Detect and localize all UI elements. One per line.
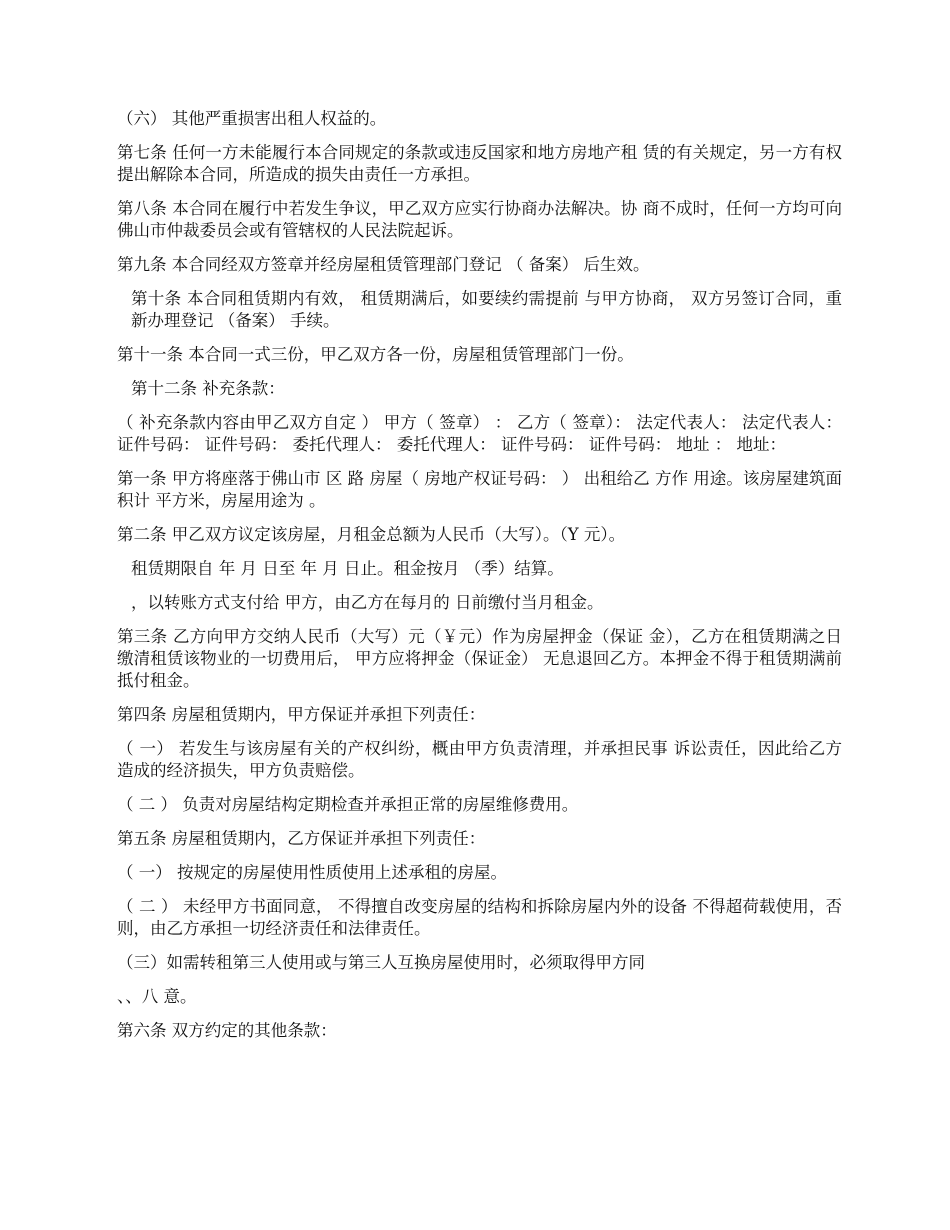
paragraph-article-9: 第九条 本合同经双方签章并经房屋租赁管理部门登记 （ 备案） 后生效。 xyxy=(117,255,650,274)
paragraph-article-2: 第二条 甲乙双方议定该房屋，月租金总额为人民币（大写）。（Y 元）。 xyxy=(117,525,626,544)
paragraph-article-5-item-3-cont: 、、八 意。 xyxy=(117,987,197,1006)
paragraph-article-1: 第一条 甲方将座落于佛山市 区 路 房屋（ 房地产权证号码： ） 出租给乙 方作 用途。该房屋建筑面积计 平方米，房屋用途为 。 xyxy=(117,469,842,510)
paragraph-payment-method: ，以转账方式支付给 甲方，由乙方在每月的 日前缴付当月租金。 xyxy=(131,593,604,612)
paragraph-article-5-item-3: （三）如需转租第三人使用或与第三人互换房屋使用时，必须取得甲方同 xyxy=(117,953,645,972)
paragraph-lease-term: 租赁期限自 年 月 日至 年 月 日止。租金按月 （季）结算。 xyxy=(131,559,564,578)
paragraph-article-8: 第八条 本合同在履行中若发生争议，甲乙双方应实行协商办法解决。协 商不成时，任何一方均可向佛山市仲裁委员会或有管辖权的人民法院起诉。 xyxy=(117,199,842,240)
paragraph-clause-6-item-6: （六） 其他严重损害出租人权益的。 xyxy=(117,109,387,128)
paragraph-article-6: 第六条 双方约定的其他条款： xyxy=(117,1021,337,1040)
paragraph-article-4-item-1: （ 一） 若发生与该房屋有关的产权纠纷，概由甲方负责清理，并承担民事 诉讼责任，因此给乙方造成的经济损失，甲方负责赔偿。 xyxy=(117,739,842,780)
paragraph-article-3: 第三条 乙方向甲方交纳人民币（大写）元（￥元）作为房屋押金（保证 金），乙方在租赁期满之日缴清租赁该物业的一切费用后， 甲方应将押金（保证金） 无息退回乙方。本押金不得于租赁期满前抵付租金。 xyxy=(117,627,842,690)
paragraph-article-4-item-2: （ 二 ） 负责对房屋结构定期检查并承担正常的房屋维修费用。 xyxy=(117,795,579,814)
paragraph-article-5-item-2: （ 二 ） 未经甲方书面同意， 不得擅自改变房屋的结构和拆除房屋内外的设备 不得超荷载使用，否则，由乙方承担一切经济责任和法律责任。 xyxy=(117,897,842,938)
paragraph-article-5: 第五条 房屋租赁期内，乙方保证并承担下列责任： xyxy=(117,829,486,848)
paragraph-article-10: 第十条 本合同租赁期内有效， 租赁期满后，如要续约需提前 与甲方协商， 双方另签订合同，重新办理登记 （备案） 手续。 xyxy=(131,289,842,330)
paragraph-article-5-item-1: （ 一） 按规定的房屋使用性质使用上述承租的房屋。 xyxy=(117,863,507,882)
paragraph-article-7: 第七条 任何一方未能履行本合同规定的条款或违反国家和地方房地产租 赁的有关规定，另一方有权提出解除本合同，所造成的损失由责任一方承担。 xyxy=(117,143,842,184)
paragraph-article-11: 第十一条 本合同一式三份，甲乙双方各一份，房屋租赁管理部门一份。 xyxy=(117,345,634,364)
paragraph-article-4: 第四条 房屋租赁期内，甲方保证并承担下列责任： xyxy=(117,705,486,724)
paragraph-signature-block: （ 补充条款内容由甲乙双方自定 ） 甲方（ 签章） ： 乙方（ 签章）： 法定代表人： 法定代表人： 证件号码： 证件号码： 委托代理人： 委托代理人： 证件号码： 证件号码： 地址 ： 地址： xyxy=(117,413,842,454)
document-body xyxy=(117,108,842,1054)
paragraph-article-12: 第十二条 补充条款： xyxy=(131,379,285,398)
